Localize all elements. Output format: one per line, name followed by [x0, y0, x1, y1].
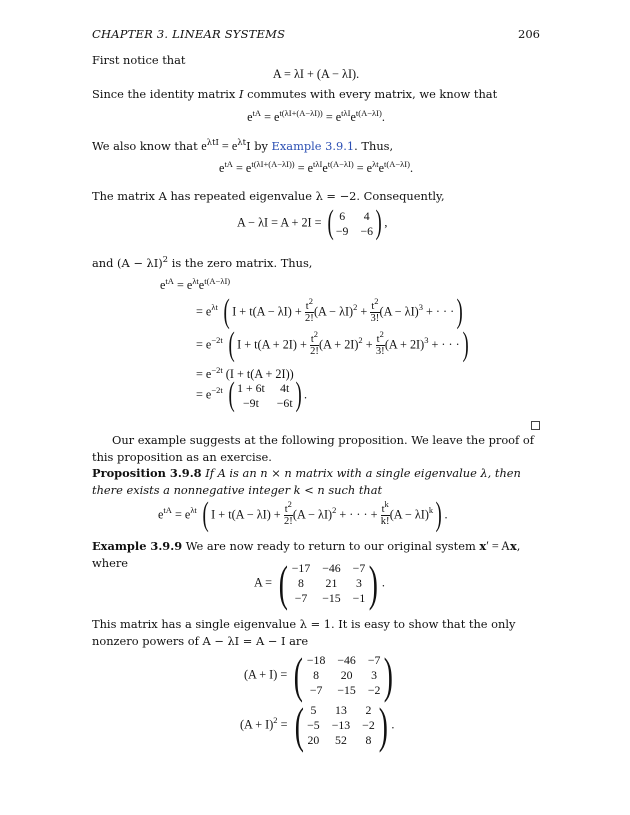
- matrix: −17 −46 −7 8 21 3 −7 −15 −1: [291, 561, 366, 605]
- equation: A − λI = A + 2I = ( 6 4 −9 −6 ) ,: [237, 204, 388, 241]
- derivation-line-4: = $e^{-2t}$ (I + t(A + 2I)): [196, 365, 294, 381]
- paragraph: Since the identity matrix I commutes with every matrix, we know that: [92, 87, 498, 101]
- running-header: CHAPTER 3. LINEAR SYSTEMS: [92, 27, 286, 41]
- paragraph: First notice that: [92, 53, 186, 67]
- matrix: 5 13 2 −5 −13 −2 20 52 8: [307, 703, 375, 747]
- equation: $e^{tA} = e^{t(\lambda I+(A-\lambda I))} = e^{t\lambda I}e^{t(A-\lambda I)} = e^{\lambda t}e^{t(A-\lambda I)}$.: [219, 159, 413, 175]
- equation-matrix-a: A = ( −17 −46 −7 8 21 3 −7 −15 −1 ) .: [254, 555, 385, 611]
- paragraph: and $(A - \lambda I)^2$ is the zero matrix. Thus,: [92, 255, 313, 270]
- paragraph: This matrix has a single eigenvalue λ = 1. It is easy to show that the only nonzero powers of A − λI = A − I are: [92, 617, 516, 648]
- derivation-line-3: = $e^{-2t}$ ( I + t(A + 2I) + $\frac{t^2}{2!}$ $(A + 2I)^2$ + $\frac{t^2}{3!}$ $(A + 2I)^3$ + · · ·): [196, 326, 469, 363]
- proposition: Proposition 3.9.8 If A is an n × n matrix with a single eigenvalue λ, then there exists a nonnegative integer k < n such that: [92, 466, 521, 497]
- paragraph: Our example suggests at the following proposition. We leave the proof of this proposition as an exercise.: [92, 433, 534, 464]
- qed-symbol: [531, 421, 540, 430]
- derivation-line-5: = $e^{-2t}$ ( 1 + 6t 4t −9t −6t ) .: [196, 376, 307, 413]
- paragraph: We also know that $e^{\lambda tI} = e^{\lambda t}I$ by Example 3.9.1. Thus,: [92, 138, 394, 153]
- matrix: 6 4 −9 −6: [335, 208, 374, 238]
- equation: A = λI + (A − λI).: [272, 67, 360, 81]
- page-number: 206: [518, 27, 540, 41]
- example-link[interactable]: Example 3.9.1: [271, 139, 355, 153]
- derivation-line-1: $e^{tA} = e^{\lambda t}e^{t(A-\lambda I)}$: [160, 276, 231, 292]
- paragraph: The matrix A has repeated eigenvalue λ = −2. Consequently,: [92, 189, 445, 203]
- example: Example 3.9.9 We are now ready to return to our original system x′ = Ax, where: [92, 539, 521, 570]
- equation: $e^{tA} = e^{t(\lambda I+(A-\lambda I))} = e^{t\lambda I}e^{t(A-\lambda I)}$.: [247, 108, 385, 124]
- proposition-equation: $e^{tA} = e^{\lambda t}$ ( I + t(A − λI) + $\frac{t^2}{2!}$ $(A - \lambda I)^2$ + · · · + $\frac{t^k}{k!}$ $(A - \lambda I)^k$) .: [158, 496, 448, 533]
- matrix: 1 + 6t 4t −9t −6t: [237, 380, 293, 410]
- matrix: −18 −46 −7 8 20 3 −7 −15 −2: [306, 653, 381, 697]
- equation-a-plus-i: (A + I) = ( −18 −46 −7 8 20 3 −7 −15 −2 ): [244, 647, 394, 703]
- derivation-line-2: = $e^{\lambda t}$ ( I + t(A − λI) + $\frac{t^2}{2!}$ $(A - \lambda I)^2$ + $\frac{t^2}{3!}$ $(A - \lambda I)^3$ + · · ·): [196, 293, 463, 330]
- equation-a-plus-i-squared: $(A + I)^2$ = ( 5 13 2 −5 −13 −2 20 52 8 ) .: [240, 697, 395, 753]
